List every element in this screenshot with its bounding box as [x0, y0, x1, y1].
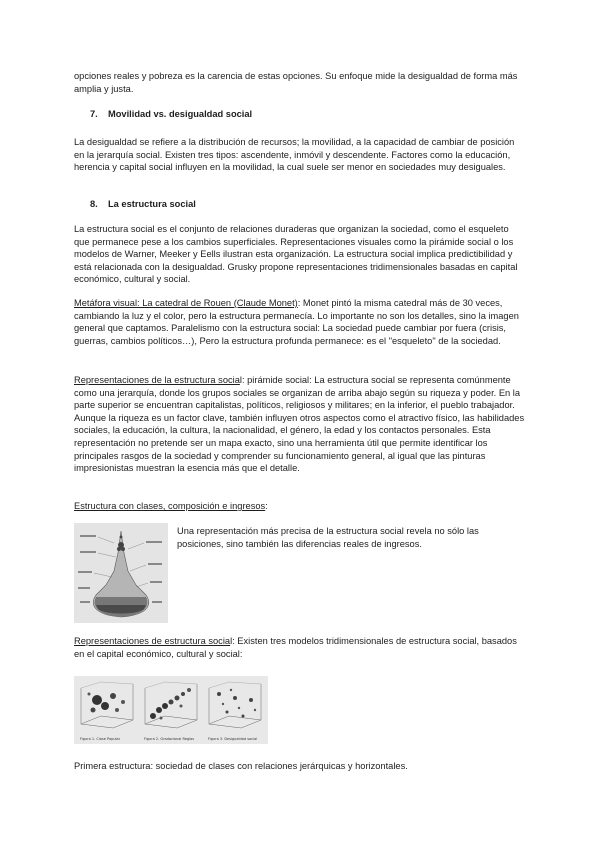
estructura-clases-heading: Estructura con clases, composición e ingresos: [74, 501, 266, 511]
section-8-heading: [90, 199, 196, 209]
metafora-heading: Metáfora visual: La catedral de Rouen (Claude Monet): [74, 298, 298, 308]
model-3-panel: [205, 680, 265, 732]
section-7-heading: [90, 109, 252, 119]
section-8-title: La estructura social: [108, 199, 196, 209]
representaciones-3d-paragraph: [74, 635, 526, 660]
continuation-paragraph: opciones reales y pobreza es la carencia de estas opciones. Su enfoque mide la desigualdad de forma más amplia y justa.: [74, 71, 518, 94]
model-2-panel: [141, 680, 201, 732]
representaciones-heading: Representaciones de la estructura socia: [74, 375, 240, 385]
income-structure-drawing: [74, 523, 168, 623]
representaciones-body: l: pirámide social: La estructura social se representa comúnmente como una jerarquía, donde los grupos sociales se organizan de arriba abajo según su riqueza y poder. En la parte superior se encuentran capitalistas, políticos, religiosos y militares; en la inferior, el pueblo trabajador. Aunque la riqueza es un factor clave, también influyen otros aspectos como el atractivo físico, las habilidades sociales, la educación, la cultura, la nacionalidad, el género, la edad y los contactos personales. Esta representación no pretende ser un mapa exacto, sino una herramienta útil que permite identificar los principales rasgos de la sociedad y comprender su funcionamiento general, al igual que las pinturas impresionistas muestran la esencia más que el detalle.: [74, 375, 525, 474]
estructura-clases-label: Estructura con clases, composición e ingresos:: [74, 501, 268, 511]
metafora-body: : Monet pintó la misma catedral más de 30 veces, cambiando la luz y el color, pero la estructura permanecía. Lo importante no son los detalles, sino la imagen general que captamos. Paralelismo con la estructura social: La sociedad puede cambiar por fuera (crisis, guerras, cambios políticos…), Pero la estructura profunda permanece: es el "esqueleto" de la sociedad.: [74, 298, 519, 346]
income-figure-description: Una representación más precisa de la estructura social revela no sólo las posiciones, sino también las diferencias reales de ingresos.: [177, 526, 479, 549]
caption-1: Figura 1. Clase Popular: [80, 737, 121, 741]
section-8-body: La estructura social es el conjunto de relaciones duraderas que organizan la sociedad, como el esqueleto que permanece pese a los cambios superficiales. Representaciones visuales como la pirámide social o los modelos de Warner, Meeker y Eells ilustran esta organización. La estructura social implica predictibilidad y está relacionada con la desigualdad. Grusky propone representaciones tridimensionales basadas en capital económico, cultural y social.: [74, 224, 518, 285]
representaciones-3d-heading: Representaciones de estructura socia: [74, 636, 231, 646]
metafora-paragraph: [74, 297, 526, 347]
model-1-panel: [77, 680, 137, 732]
closing-paragraph: Primera estructura: sociedad de clases con relaciones jerárquicas y horizontales.: [74, 761, 408, 771]
representaciones-paragraph: [74, 374, 526, 475]
representaciones-3d-body: l: Existen tres modelos tridimensionales de estructura social, basados en el capital económico, cultural y social:: [74, 636, 517, 659]
figure-captions: [74, 734, 268, 743]
section-8-number: 8.: [90, 199, 98, 209]
section-7-title: Movilidad vs. desigualdad social: [108, 109, 253, 119]
three-models-figure: [74, 676, 268, 744]
caption-3: Figura 3. Desigualdad social: [208, 737, 258, 741]
section-7-body: La desigualdad se refiere a la distribución de recursos; la movilidad, a la capacidad de cambiar de posición en la jerarquía social. Existen tres tipos: ascendente, inmóvil y descendente. Factores como la educación, herencia y capital social influyen en la movilidad, la cual suele ser menor en sociedades muy desiguales.: [74, 137, 515, 173]
income-structure-figure: [74, 523, 168, 623]
caption-2: Figura 2. Gradacional Reglas: [144, 737, 195, 741]
section-7-number: 7.: [90, 109, 98, 119]
